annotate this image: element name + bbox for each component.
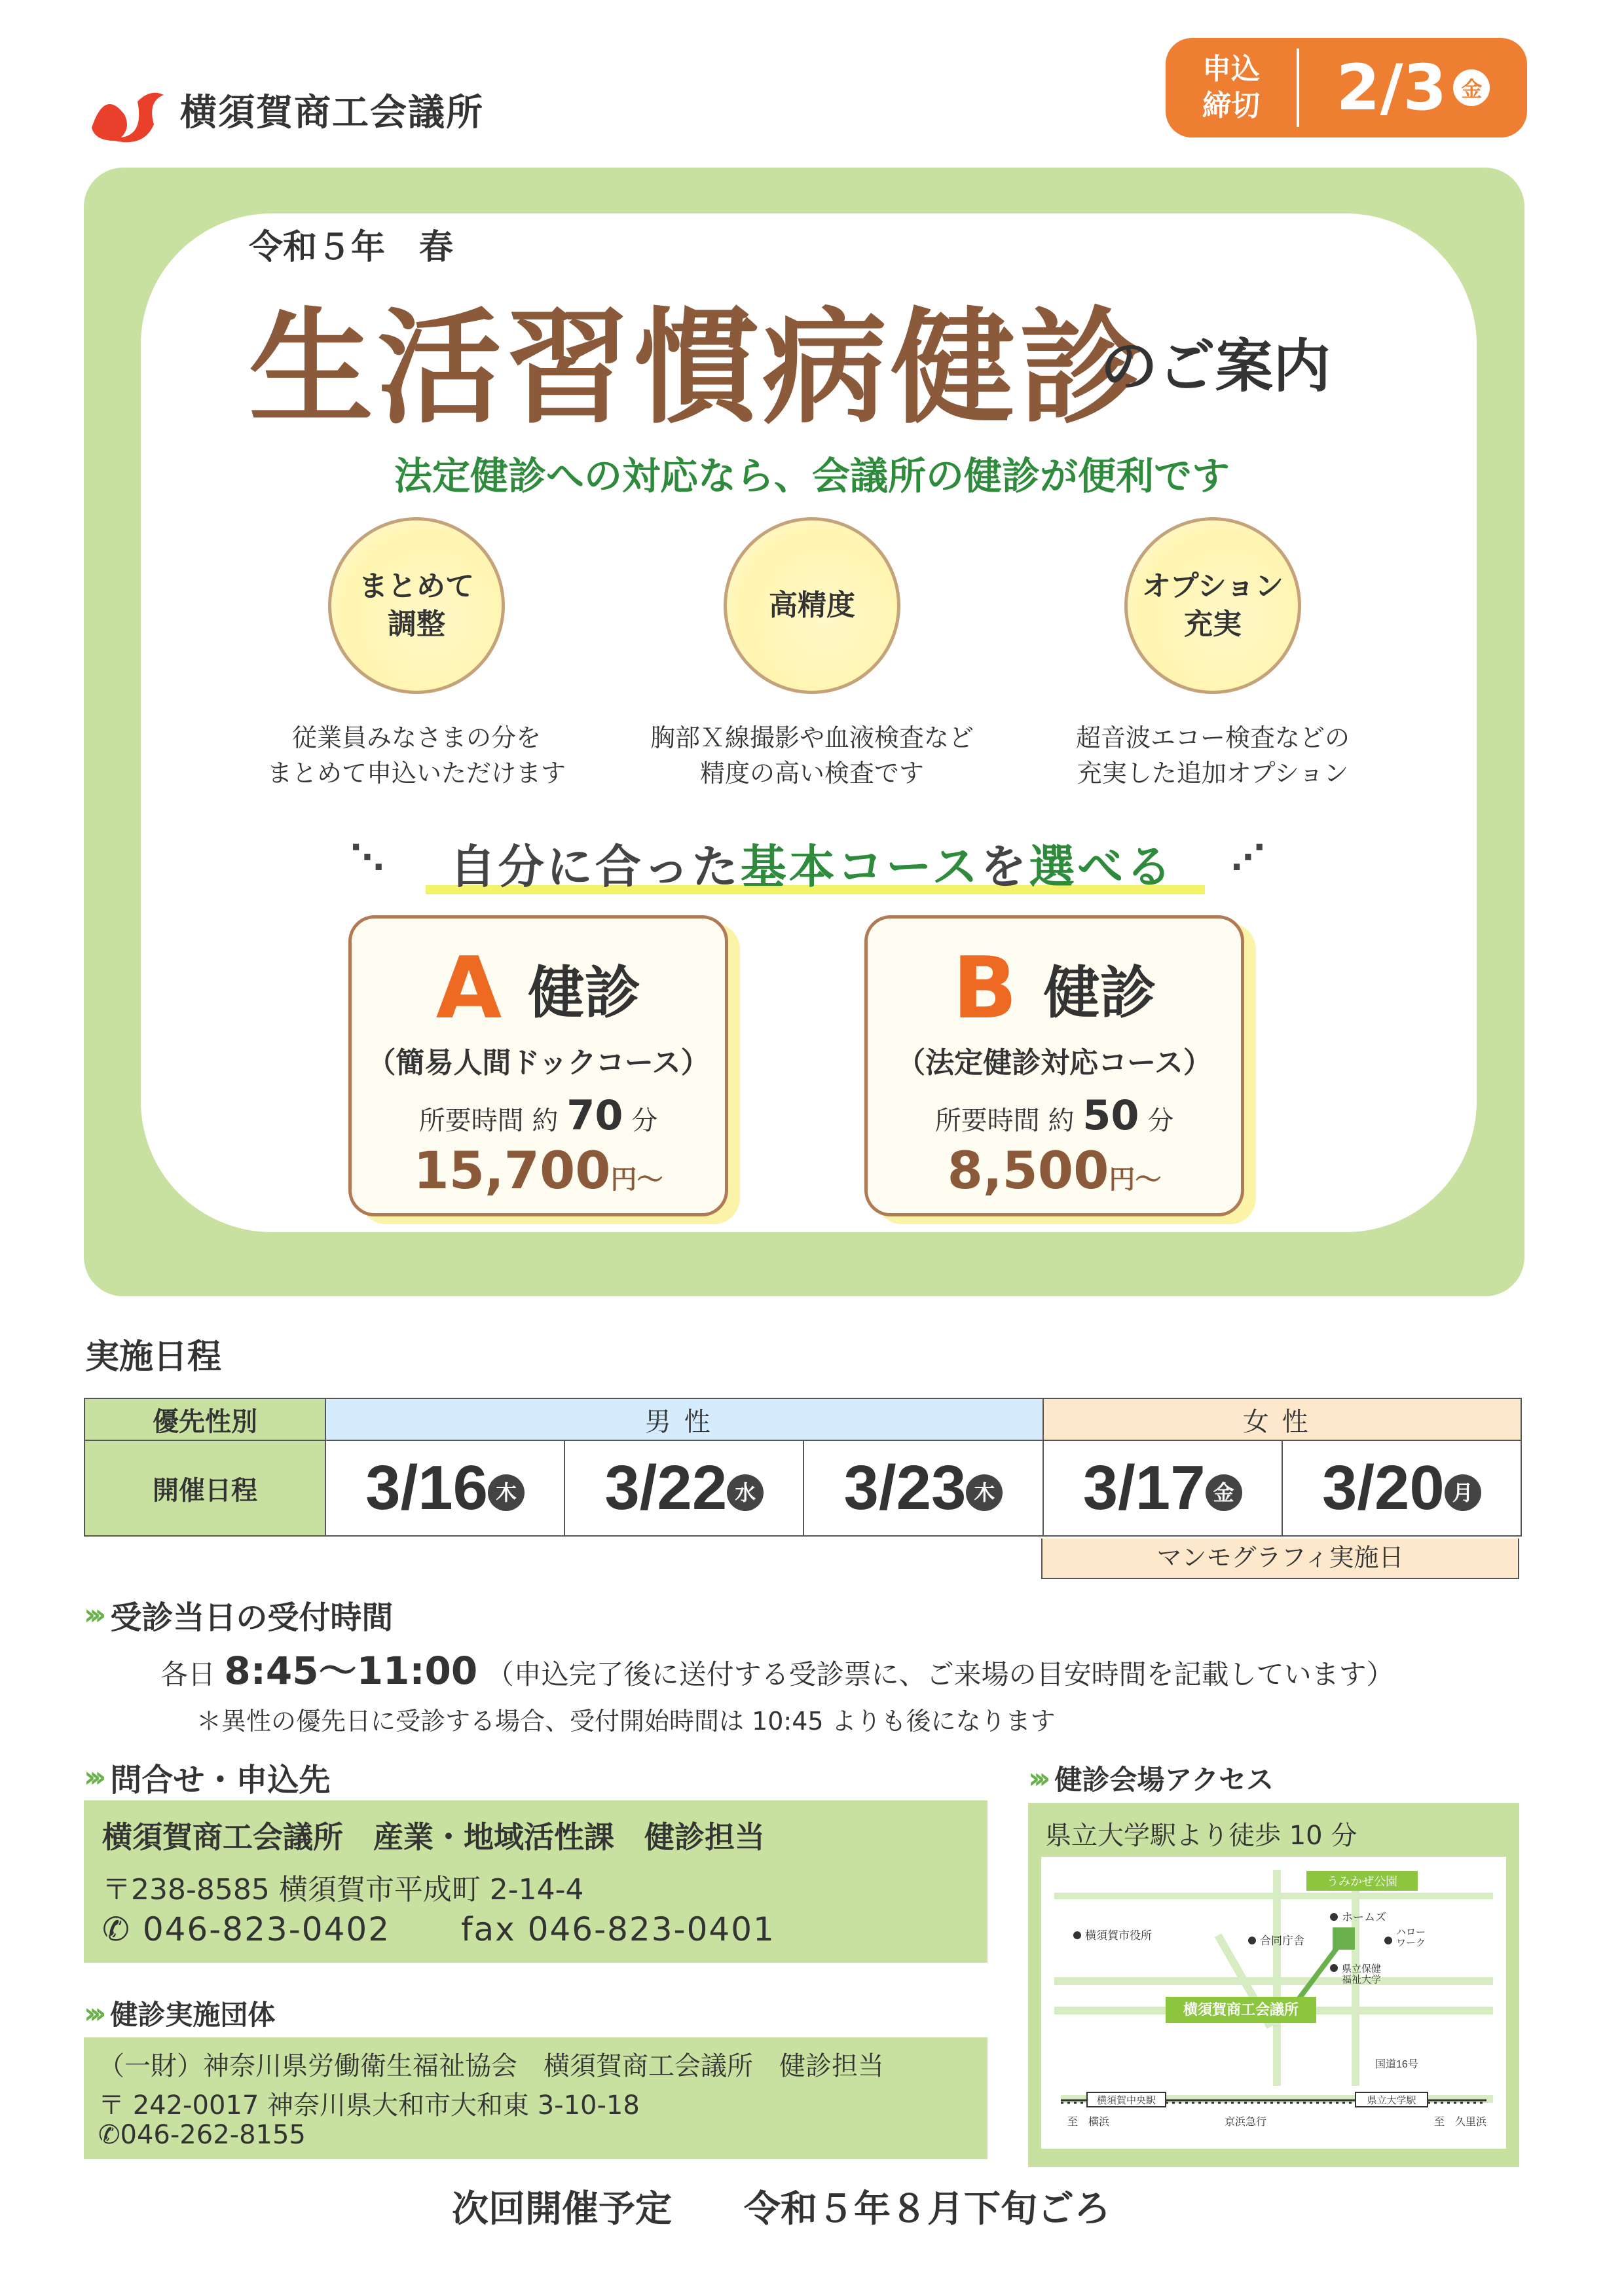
contact-fax: fax 046-823-0401 <box>460 1910 775 1948</box>
course-heading-mid: を <box>980 840 1029 894</box>
feature-badge: まとめて 調整 <box>328 517 505 694</box>
course-price <box>868 1142 1241 1201</box>
course-price-unit: 円〜 <box>1109 1165 1162 1195</box>
course-head <box>868 938 1241 1038</box>
reception-time-value: 8:45〜11:00 <box>224 1649 478 1693</box>
next-event-label: 次回開催予定 <box>452 2188 672 2231</box>
course-heading <box>0 830 1624 896</box>
dots-right-icon: ⋰ <box>1231 838 1265 877</box>
course-time-value: 70 <box>566 1091 623 1139</box>
schedule-table <box>84 1398 1522 1537</box>
executor-org: （一財）神奈川県労働衛生福祉協会 横須賀商工会議所 健診担当 <box>98 2051 884 2081</box>
executor-heading <box>84 1994 275 2033</box>
phone-icon: ✆ <box>98 2120 120 2150</box>
reception-time <box>160 1640 1394 1695</box>
date-value: 3/16 <box>365 1453 489 1523</box>
access-walk: 県立大学駅より徒歩 10 分 <box>1045 1821 1357 1851</box>
reception-inline-note: （申込完了後に送付する受診票に、ご来場の目安時間を記載しています） <box>486 1658 1394 1690</box>
course-letter: B <box>952 938 1018 1038</box>
dates-label: 開催日程 <box>84 1440 325 1536</box>
course-price-value: 8,500 <box>947 1142 1109 1201</box>
course-price <box>352 1142 725 1201</box>
course-time-label: 所要時間 約 <box>418 1106 559 1136</box>
course-heading-em2: 選べる <box>1029 840 1175 894</box>
chevron-right-icon: ››› <box>84 1598 100 1631</box>
map-hellowork-label: ハローワーク <box>1396 1927 1426 1949</box>
date-value: 3/22 <box>604 1453 728 1523</box>
course-time-unit: 分 <box>631 1106 658 1136</box>
schedule-priority-row <box>84 1398 1521 1440</box>
feature-desc: 胸部Ｘ線撮影や血液検査など 精度の高い検査です <box>650 723 974 788</box>
contact-phones <box>102 1910 775 1948</box>
map-to-yokohama-label: 至 横浜 <box>1067 2117 1110 2128</box>
executor-phone <box>98 2120 306 2150</box>
chevron-right-icon: ››› <box>84 1760 100 1794</box>
map-station-a-label: 横須賀中央駅 <box>1096 2095 1156 2106</box>
course-name: 健診 <box>528 960 641 1026</box>
course-time-label: 所要時間 約 <box>934 1106 1075 1136</box>
next-event <box>452 2180 1111 2232</box>
date-dow: 木 <box>488 1474 525 1511</box>
course-name: 健診 <box>1043 960 1156 1026</box>
feature-bulk <box>233 517 600 791</box>
course-time-value: 50 <box>1082 1091 1139 1139</box>
mammography-note: マンモグラフィ実施日 <box>1041 1539 1519 1579</box>
course-time <box>352 1091 725 1139</box>
course-heading-em: 基本コース <box>740 840 981 894</box>
executor-address: 〒 242-0017 神奈川県大和市大和東 3-10-18 <box>98 2090 640 2121</box>
access-box <box>1028 1803 1519 2167</box>
map-city-hall-label: 横須賀市役所 <box>1085 1929 1152 1942</box>
feature-options <box>1029 517 1396 791</box>
access-heading-text: 健診会場アクセス <box>1054 1764 1274 1796</box>
course-head <box>352 938 725 1038</box>
deadline-dow: 金 <box>1453 69 1490 106</box>
contact-heading <box>84 1755 330 1800</box>
course-price-value: 15,700 <box>413 1142 611 1201</box>
next-event-value: 令和５年８月下旬ごろ <box>744 2188 1111 2231</box>
feature-desc: 超音波エコー検査などの 充実した追加オプション <box>1075 723 1350 788</box>
deadline-date <box>1299 51 1527 124</box>
access-heading <box>1028 1758 1274 1798</box>
chevron-right-icon: ››› <box>84 1996 100 2030</box>
contact-address: 〒238-8585 横須賀市平成町 2-14-4 <box>102 1873 584 1906</box>
schedule-dates-row <box>84 1440 1521 1536</box>
map-to-kurihama-label: 至 久里浜 <box>1434 2117 1487 2128</box>
map-park-label: うみかぜ公園 <box>1327 1875 1397 1888</box>
contact-box <box>84 1800 987 1963</box>
date-dow: 金 <box>1206 1474 1242 1511</box>
course-heading-pre: 自分に合った <box>449 840 741 894</box>
date-cell <box>1043 1440 1282 1536</box>
chevron-right-icon: ››› <box>1028 1761 1044 1795</box>
feature-badge: 高精度 <box>724 517 900 694</box>
map-route16-label: 国道16号 <box>1375 2059 1418 2070</box>
executor-heading-text: 健診実施団体 <box>110 1999 276 2031</box>
executor-tel[interactable]: 046-262-8155 <box>120 2120 306 2150</box>
date-dow: 月 <box>1445 1474 1481 1511</box>
chamber-logo-icon <box>85 75 170 147</box>
female-header: 女性 <box>1043 1398 1521 1440</box>
course-letter: A <box>435 938 502 1038</box>
feature-badge: オプション 充実 <box>1124 517 1301 694</box>
map-gov-bldg-label: 合同庁舎 <box>1260 1935 1304 1947</box>
priority-label: 優先性別 <box>84 1398 325 1440</box>
date-cell <box>803 1440 1043 1536</box>
reception-note: ＊異性の優先日に受診する場合、受付開始時間は 10:45 よりも後になります <box>196 1707 1056 1736</box>
contact-org: 横須賀商工会議所 産業・地域活性課 健診担当 <box>102 1819 765 1855</box>
era-label: 令和５年 春 <box>249 228 454 267</box>
map-keikyu-label: 京浜急行 <box>1225 2117 1267 2128</box>
deadline-date-value: 2/3 <box>1336 51 1447 124</box>
reception-prefix: 各日 <box>160 1658 216 1690</box>
deadline-badge <box>1166 38 1527 137</box>
course-a-card <box>348 915 728 1216</box>
course-time-unit: 分 <box>1147 1106 1174 1136</box>
date-value: 3/17 <box>1082 1453 1206 1523</box>
date-cell <box>1282 1440 1521 1536</box>
date-dow: 水 <box>727 1474 764 1511</box>
contact-heading-text: 問合せ・申込先 <box>110 1762 331 1798</box>
course-price-unit: 円〜 <box>610 1165 663 1195</box>
map-homes-label: ホームズ <box>1342 1911 1386 1923</box>
dots-left-icon: ⋱ <box>350 838 384 877</box>
feature-precision <box>629 517 995 791</box>
contact-tel[interactable]: 046-823-0402 <box>142 1910 391 1948</box>
map-univ-label: 県立保健福祉大学 <box>1342 1963 1382 1986</box>
reception-heading <box>84 1592 393 1637</box>
date-cell <box>325 1440 564 1536</box>
map-station-b-label: 県立大学駅 <box>1367 2095 1416 2106</box>
map-venue-label: 横須賀商工会議所 <box>1183 2001 1299 2018</box>
course-subtitle: （法定健診対応コース） <box>896 1046 1212 1080</box>
date-dow: 木 <box>966 1474 1003 1511</box>
phone-icon: ✆ <box>102 1910 131 1948</box>
org-name: 横須賀商工会議所 <box>180 92 484 134</box>
date-cell <box>564 1440 803 1536</box>
title-suffix: のご案内 <box>1100 333 1331 400</box>
reception-heading-text: 受診当日の受付時間 <box>110 1599 394 1636</box>
date-value: 3/23 <box>843 1453 967 1523</box>
course-b-card <box>864 915 1244 1216</box>
course-subtitle: （簡易人間ドックコース） <box>367 1046 710 1080</box>
executor-box <box>84 2037 987 2159</box>
male-header: 男性 <box>325 1398 1043 1440</box>
course-time <box>868 1091 1241 1139</box>
schedule-title: 実施日程 <box>85 1338 222 1377</box>
access-map <box>1041 1857 1506 2149</box>
date-value: 3/20 <box>1321 1453 1445 1523</box>
feature-desc: 従業員みなさまの分を まとめて申込いただけます <box>267 723 566 788</box>
tagline: 法定健診への対応なら、会議所の健診が便利です <box>394 454 1230 498</box>
main-title: 生活習慣病健診 <box>249 296 1148 441</box>
deadline-label: 申込 締切 <box>1202 52 1260 122</box>
